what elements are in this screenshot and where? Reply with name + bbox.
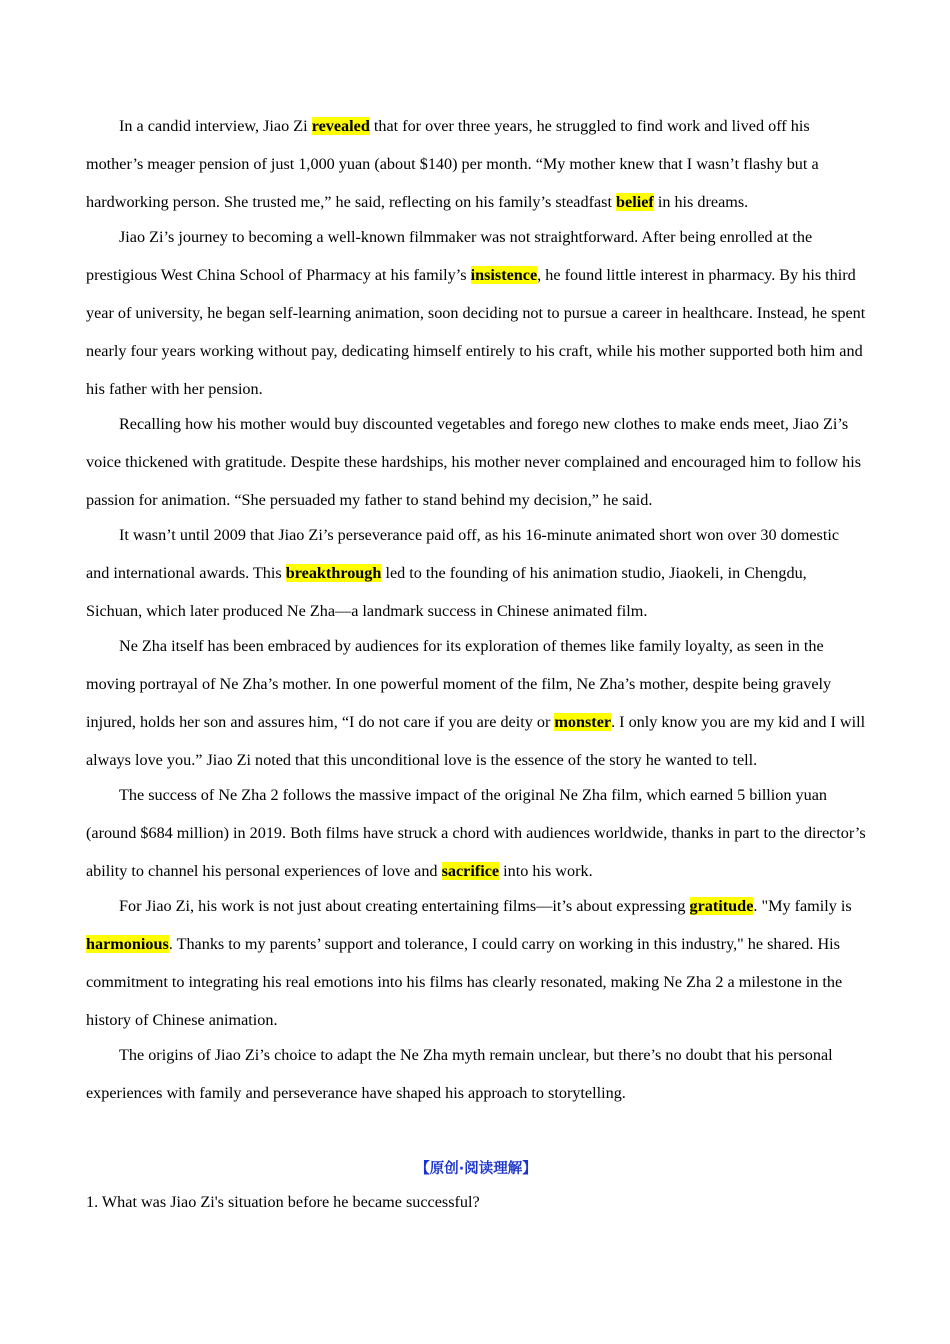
highlighted-word: sacrifice xyxy=(441,862,500,880)
paragraph-text: It wasn’t until 2009 that Jiao Zi’s perseverance paid off, as his 16-minute animated short won over 30 domestic and international awards. This xyxy=(86,526,840,582)
paragraph-text: led to the founding of his animation studio, Jiaokeli, in Chengdu, Sichuan, which later produced Ne Zha—a landmark success in Chinese animated film. xyxy=(86,564,807,620)
paragraph-text: Recalling how his mother would buy discounted vegetables and forego new clothes to make ends meet, Jiao Zi’s voice thickened with gratitude. Despite these hardships, his mother never complained and encouraged him to follow his passion for animation. “She persuaded my father to stand behind my decision,” he said. xyxy=(86,415,861,509)
article-paragraph xyxy=(86,887,866,1039)
paragraph-text: The origins of Jiao Zi’s choice to adapt the Ne Zha myth remain unclear, but there’s no doubt that his personal experiences with family and perseverance have shaped his approach to storytelling. xyxy=(86,1046,833,1102)
paragraph-text: . I only know you are my kid and I will always love you.” Jiao Zi noted that this unconditional love is the essence of the story he wanted to tell. xyxy=(86,713,866,769)
article-paragraph xyxy=(86,405,866,519)
paragraph-text: For Jiao Zi, his work is not just about creating entertaining films—it’s about expressing xyxy=(119,897,690,915)
paragraph-text: In a candid interview, Jiao Zi xyxy=(119,117,312,135)
highlighted-word: insistence xyxy=(470,266,538,284)
highlighted-word: revealed xyxy=(311,117,370,135)
paragraph-text: , he found little interest in pharmacy. By his third year of university, he began self-learning animation, soon deciding not to pursue a career in healthcare. Instead, he spent nearly four years working without pay, dedicating himself entirely to his craft, while his mother supported both him and his father with her pension. xyxy=(86,266,866,398)
highlighted-word: gratitude xyxy=(689,897,754,915)
article-paragraph xyxy=(86,107,866,221)
highlighted-word: harmonious xyxy=(86,935,169,953)
paragraph-text: . "My family is xyxy=(753,897,852,915)
section-title: 【原创·阅读理解】 xyxy=(415,1161,537,1177)
highlighted-word: breakthrough xyxy=(285,564,382,582)
article-body xyxy=(86,107,866,1112)
paragraph-text: Jiao Zi’s journey to becoming a well-known filmmaker was not straightforward. After being enrolled at the prestigious West China School of Pharmacy at his family’s xyxy=(86,228,813,284)
highlighted-word: monster xyxy=(554,713,612,731)
highlighted-word: belief xyxy=(616,193,654,211)
paragraph-text: in his dreams. xyxy=(653,193,749,211)
article-paragraph xyxy=(86,776,866,890)
paragraph-text: . Thanks to my parents’ support and tolerance, I could carry on working in this industry," he shared. His commitment to integrating his real emotions into his films has clearly resonated, making Ne Zha 2 a milestone in the history of Chinese animation. xyxy=(86,935,843,1029)
article-paragraph xyxy=(86,218,866,408)
question-1: 1. What was Jiao Zi's situation before he became successful? xyxy=(86,1193,480,1211)
paragraph-text: Ne Zha itself has been embraced by audiences for its exploration of themes like family loyalty, as seen in the moving portrayal of Ne Zha’s mother. In one powerful moment of the film, Ne Zha’s mother, despite being gravely injured, holds her son and assures him, “I do not care if you are deity or xyxy=(86,637,832,731)
article-paragraph xyxy=(86,1036,866,1112)
article-paragraph xyxy=(86,627,866,779)
paragraph-text: that for over three years, he struggled to find work and lived off his mother’s meager pension of just 1,000 yuan (about $140) per month. “My mother knew that I wasn’t flashy but a hardworking person. She trusted me,” he said, reflecting on his family’s steadfast xyxy=(86,117,819,211)
paragraph-text: The success of Ne Zha 2 follows the massive impact of the original Ne Zha film, which earned 5 billion yuan (around $684 million) in 2019. Both films have struck a chord with audiences worldwide, thanks in part to the director’s ability to channel his personal experiences of love and xyxy=(86,786,866,880)
article-paragraph xyxy=(86,516,866,630)
document-page xyxy=(86,107,866,1217)
paragraph-text: into his work. xyxy=(499,862,593,880)
